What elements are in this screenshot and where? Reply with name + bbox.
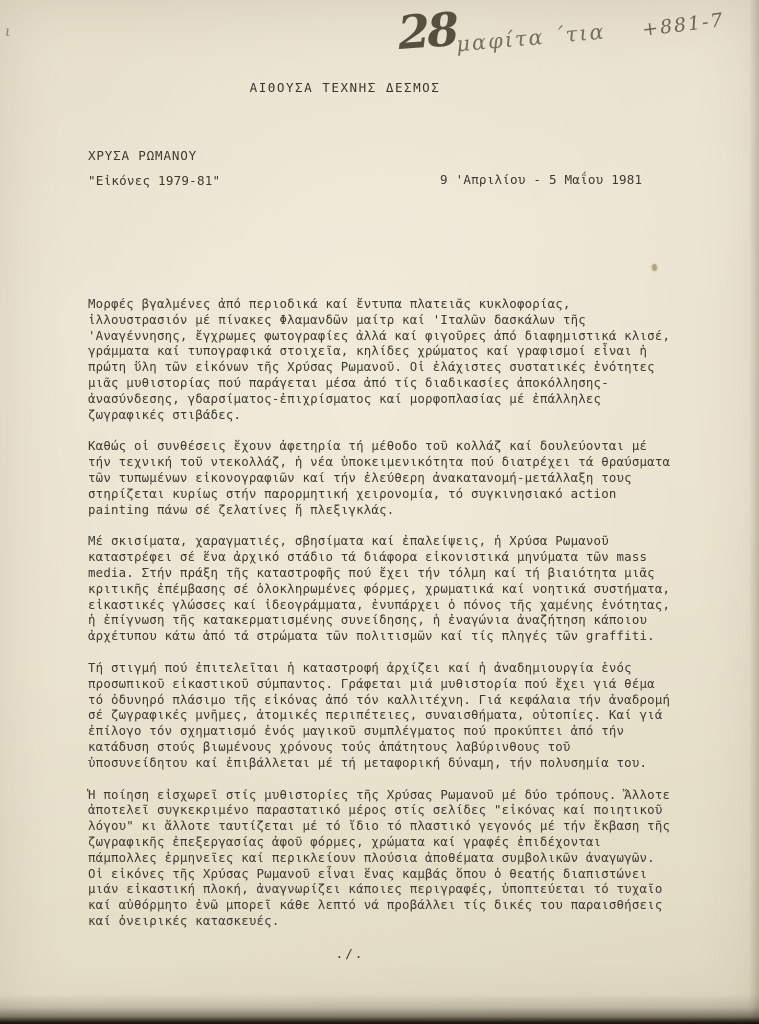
paragraph-5: Ἡ ποίηση εἰσχωρεῖ στίς μυθιστορίες τῆς Χρύσας Ρωμανοῦ μέ δύο τρόπους. Ἄλλοτε ἀποτελεῖ συγκεκριμένο παραστατικό μέρος στίς σελίδες "εἰκόνας καί ποιητικοῦ λόγου" κι ἄλλοτε ταυτίζεται μέ τό ἴδιο τό πλαστικό γεγονός μέ τήν ἔκβαση τῆς ζωγραφικῆς ἐπεξεργασίας ἀφοῦ φόρμες, χρώματα καί γραφές ἐπιδέχονται πάμπολλες ἑρμηνεῖες καί περικλείουν πλούσια ἀποθέματα συμβολικῶν ἀναγωγῶν. Οἱ εἰκόνες τῆς Χρύσας Ρωμανοῦ εἶναι ἕνας καμβάς ὅπου ὁ θεατής διαπιστώνει μιάν εἰκαστική πλοκή, ἀναγνωρίζει κάποιες περιγραφές, ὑποπτεύεται τό τυχαῖο καί αὐθόρμητο ἐνῶ μπορεῖ κάθε λεπτό νά προβάλλει τίς δικές του παραισθήσεις καί ὀνειρικές κατασκευές.	[88, 786, 671, 928]
document-body	[88, 296, 676, 945]
paragraph-2: Καθώς οἱ συνθέσεις ἔχουν ἀφετηρία τή μέθοδο τοῦ κολλάζ καί δουλεύονται μέ τήν τεχνική τοῦ ντεκολλάζ, ἡ νέα ὑποκειμενικότητα πού διατρέχει τά θραύσματα τῶν τυπωμένων εἰκονογραφιῶν καί τήν ἐλεύθερη ἀνακατανομή-μετάλλαξη τους στηρίζεται κυρίως στήν παρορμητική χειρονομία, τό συγκινησιακό action painting πάνω σέ ζελατίνες ἤ πλεξιγκλάς.	[88, 438, 671, 517]
page-footer-mark: ./.	[335, 946, 365, 961]
edge-mark: ι	[5, 24, 11, 40]
paragraph-3: Μέ σκισίματα, χαραγματιές, σβησίματα καί ἐπαλείψεις, ἡ Χρύσα Ρωμανοῦ καταστρέφει σέ ἕνα ἀρχικό στάδιο τά διάφορα εἰκονιστικά μηνύματα τῶν mass media. Στήν πράξη τῆς καταστροφῆς πού ἔχει τήν τόλμη καί τή βιαιότητα μιᾶς κριτικῆς ἐπέμβασης σέ ὁλοκληρωμένες φόρμες, χρωματικά καί νοητικά συστήματα, εἰκαστικές γλώσσες καί ἰδεογράμματα, ἐνυπάρχει ὁ πόνος τῆς χαμένης ἑνότητας, ἡ ἐπίγνωση τῆς κατακερματισμένης συνείδησης, ἡ ἐναγώνια ἀναζήτηση κάποιου ἀρχέτυπου κάτω ἀπό τά στρώματα τῶν πολιτισμῶν καί τίς πληγές τῶν graffiti.	[88, 533, 671, 644]
paragraph-1: Μορφές βγαλμένες ἀπό περιοδικά καί ἔντυπα πλατειᾶς κυκλοφορίας, ἰλλουστρασιόν μέ πίνακες Φλαμανδῶν μαίτρ καί 'Ιταλῶν δασκάλων τῆς 'Αναγέννησης, ἔγχρωμες φωτογραφίες ἀλλά καί φιγοῦρες ἀπό διαφημιστικά κλισέ, γράμματα καί τυπογραφικά στοιχεῖα, κηλίδες χρώματος καί γραφισμοί εἶναι ἡ πρώτη ὕλη τῶν εἰκόνων τῆς Χρύσας Ρωμανοῦ. Οἱ ἐλάχιστες συστατικές ἑνότητες μιᾶς μυθιστορίας πού παράγεται μέσα ἀπό τίς διαδικασίες ἀποκόλλησης-ἀνασύνδεσης, γδαρσίματος-ἐπιχρίσματος καί μορφοπλασίας μέ ἐπάλληλες ζωγραφικές στιβάδες.	[88, 296, 671, 422]
handwritten-number-annotation: 28	[396, 2, 458, 60]
handwritten-note-annotation: μαφίτα ΄τια	[455, 19, 607, 57]
paragraph-4: Τή στιγμή πού ἐπιτελεῖται ἡ καταστροφή ἀρχίζει καί ἡ ἀναδημιουργία ἑνός προσωπικοῦ εἰκαστικοῦ σύμπαντος. Γράφεται μιά μυθιστορία πού ἔχει γιά θέμα τό ὀδυνηρό πλάσιμο τῆς εἰκόνας ἀπό τόν καλλιτέχνη. Γιά κεφάλαια τήν ἀναδρομή σέ ζωγραφικές μνῆμες, ἀτομικές περιπέτειες, συναισθήματα, οὐτοπίες. Καί γιά ἐπίλογο τόν σχηματισμό ἑνός μαγικοῦ συμπλέγματος πού προκύπτει ἀπό τήν κατάδυση στούς βιωμένους χρόνους τούς ἀπάτητους λαβύρινθους τοῦ ὑποσυνείδητου καί ἐπιβάλλεται μέ τή μεταφορική δύναμη, τήν πολυσημία του.	[88, 659, 671, 770]
artist-name: ΧΡΥΣΑ ΡΩΜΑΝΟΥ	[88, 148, 197, 163]
exhibition-dates: 9 'Απριλίου - 5 Μαΐου 1981	[440, 172, 643, 187]
scan-bottom-edge	[0, 994, 759, 1024]
gallery-name-header: ΑΙΘΟΥΣΑ ΤΕΧΝΗΣ ΔΕΣΜΟΣ	[249, 80, 441, 95]
archive-code-annotation: +881-7	[640, 9, 726, 41]
scan-right-edge-shadow	[749, 0, 759, 1024]
paper-speck	[652, 264, 657, 271]
exhibition-title: "Εἰκόνες 1979-81"	[88, 172, 221, 188]
artist-block	[88, 148, 220, 189]
